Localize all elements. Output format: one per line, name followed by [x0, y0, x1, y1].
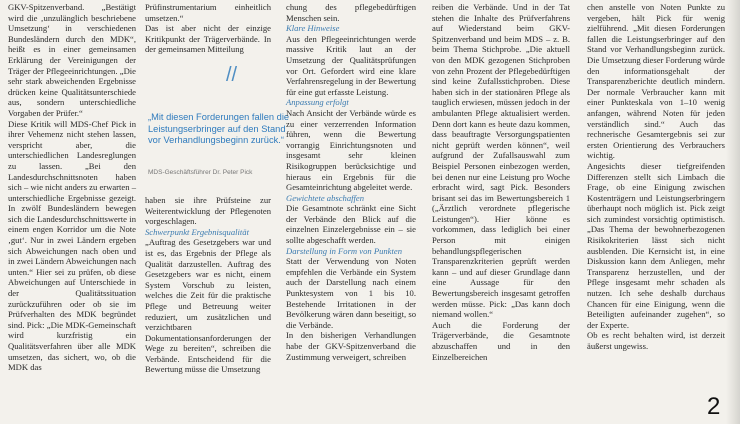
column-4-paragraph-1: reiben die Verbände. Und in der Tat stehen die Inhalte des Prüfverfahrens auf Wiederstand beim GKV-Spitzenverband und beim MDS – z. B. beim Thema Stichprobe. „Die aktuell von den MDK gezogenen Stichproben von zehn Prozent der Pflegebedürftigen sind keine Zufallsstichproben. Diese haben sich in der stationären Pflege als tauglich erwiesen, müssen jedoch in der ambulanten Pflege aktualisiert werden. Denn dort kann es heute dazu kommen, dass beauftragte Versorgungspatienten nicht geprüft werden können“, weil aufgrund der Zufallsauswahl zum Beispiel Personen einbezogen werden, bei denen nur eine Leistung pro Woche erbracht wird, sagt Pick. Besonders brisant sei das im Bewertungsbereich 1 („Ärztlich verordnete pflegerische Leistungen“). Hier könne es vorkommen, dass lediglich bei einer Person mit einigen behandlungspflegerischen Transparenzkriterien geprüft werden kann – und auf dieser Grundlage dann eine Aussage für den Bewertungsbereich insgesamt getroffen werden müsse. Pick: „Das kann doch niemand wollen.“ [432, 2, 570, 320]
column-3-paragraph-1: chung des pflegebedürftigen Menschen sein. [286, 2, 416, 23]
column-2-paragraph-1: Prüfinstrumentarium einheitlich umsetzen.“ [145, 2, 271, 23]
column-2-subheading-1: Schwerpunkt Ergebnisqualität [145, 226, 249, 237]
column-1-paragraph-1: GKV-Spitzenverband. „Bestätigt wird die ‚unzulänglich beschriebene Umsetzung‘ in verschiedenen Bundesländern durch den MDK“, heißt es in einer gemeinsamen Erklärung der Vereinigungen der Träger der Pflegeeinrichtungen. „Die sehr stark abweichenden Ergebnisse drücken keine Qualitätsunterschiede aus, sondern unterschiedliche Vorgaben der Prüfer.“ [8, 2, 136, 118]
article-column-1 [8, 2, 136, 373]
column-3-paragraph-6: In den bisherigen Verhandlungen habe der GKV-Spitzenverband die Zustimmung verweigert, schreiben [286, 330, 416, 362]
column-2-paragraph-2: Das ist aber nicht der einzige Kritikpunkt der Trägerverbände. In der gemeinsamen Mitteilung [145, 23, 271, 55]
column-3-subheading-4: Darstellung in Form von Punkten [286, 245, 402, 256]
pull-quote-text: „Mit diesen Forderungen fallen die Leistungserbringer auf den Stand vor Verhandlungsbeginn zurück.“ [148, 112, 290, 145]
article-column-3 [286, 2, 416, 362]
pull-quote [142, 64, 294, 196]
column-3-paragraph-3: Nach Ansicht der Verbände würde es zu einer verzerrenden Information führen, wenn die Bewertung vorrangig Einrichtungsnoten und insgesamt sehr kleinen Risikogruppen berücksichtige und hieraus ein Ergebnis für die Gesamteinrichtung abgeleitet werde. [286, 107, 416, 193]
page-edge-shadow [726, 0, 740, 424]
column-3-subheading-3: Gewichtete abschaffen [286, 192, 365, 203]
column-5-paragraph-1: chen anstelle von Noten Punkte zu vergeben, hält Pick für wenig zielführend. „Mit diesen Forderungen fallen die Leistungserbringer auf den Stand vor Verhandlungsbeginn zurück. Die Umsetzung dieser Forderung würde den informationsgehalt der Transparenzberichte deutlich mindern. Der normale Verbraucher kann mit einer Punkteskala von 1–10 wenig anfangen, während Noten für jeden verständlich sind.“ Auch das rechnerische Gesamtergebnis sei zur ersten Orientierung des Verbrauchers wichtig. [587, 2, 725, 161]
pull-quote-author: MDS-Geschäftsführer Dr. Peter Pick [148, 169, 253, 176]
column-3-subheading-2: Anpassung erfolgt [286, 97, 349, 108]
page-number: 2 [707, 393, 721, 420]
column-3-paragraph-2: Aus den Pflegeeinrichtungen werde massive Kritik laut an der Umsetzung der Qualitätsprüfungen vor Ort. Gefordert wird eine klare Verfahrensregelung in der Bewertung für eine gut erfasste Leistung. [286, 33, 416, 97]
column-5-paragraph-2: Angesichts dieser tiefgreifenden Differenzen stellt sich Limbach die Frage, ob eine Einigung zwischen Kostenträgern und Leistungserbringern überhaupt noch möglich ist. Pick zeigt sich zumindest vorsichtig optimistisch. „Das Thema der bewohnerbezogenen Risikokriterien lässt sich nicht ausblenden. Die Kernsicht ist, in eine Diskussion kann dem Anliegen, mehr Transparenz herzustellen, und der Pflege insgesamt mehr schaden als nutzen. Ich sehe deshalb durchaus Chancen für eine Einigung, wenn die Beteiligten aufeinander zugehen“, so der Experte. [587, 160, 725, 330]
column-5-paragraph-3: Ob es recht behalten wird, ist derzeit äußerst ungewiss. [587, 330, 725, 351]
column-2-paragraph-4: „Auftrag des Gesetzgebers war und ist es, das Ergebnis der Pflege als Qualität darzustellen. Auftrag des Gesetzgebers war es nicht, einem System Vorschub zu leisten, welches die Zeit für die praktische Pflege und Betreuung weiter reduziert, um zusätzlichen und verzichtbaren Dokumentationsanforderungen der Wege zu bereiten“, schreiben die Verbände. Entscheidend für die Bewertung müsse die Umsetzung [145, 237, 271, 375]
column-3-paragraph-4: Die Gesamtnote schränkt eine Sicht der Verbände den Blick auf die einzelnen Einzelergebnisse ein – sie sollte abgeschafft werden. [286, 203, 416, 246]
column-1-paragraph-2: Diese Kritik will MDS-Chef Pick in ihrer Vehemenz nicht stehen lassen, verspricht aber, die unterschiedlichen Landesreglungen zu lassen. „Bei den Landesdurchschnittsnoten haben sich – wie nicht anders zu erwarten – unterschiedliche Ergebnisse gezeigt. In zwölf Bundesländern bewegen sich die Landesdurchschnittswerte in einem engen Korridor um die Note ‚gut‘. Nur in zwei Ländern ergeben sich Abweichungen nach oben und in zwei Ländern Abweichungen nach unten.“ Hier sei zu prüfen, ob diese Abweichungen auf Unterschiede in der Qualitätssituation zurückzuführen oder ob sie im Prüfverhalten des MDK begründet sind. Pick: „Die MDK-Gemeinschaft wird kurzfristig ein Qualitätsverfahren über alle MDK umsetzen, das sichert, wo, ob die MDK das [8, 118, 136, 373]
column-4-paragraph-2: Auch die Forderung der Trägerverbände, die Gesamtnote abzuschaffen und in den Einzelbereichen [432, 319, 570, 362]
article-column-5 [587, 2, 725, 352]
column-2-paragraph-3: haben sie ihre Prüfsteine zur Weiterentwicklung der Pflegenoten vorgeschlagen. [145, 194, 271, 227]
column-3-subheading-1: Klare Hinweise [286, 23, 340, 34]
quote-divider-icon: // [226, 64, 238, 86]
column-3-paragraph-5: Statt der Verwendung von Noten empfehlen die Verbände ein System auch der Darstellung nach einem Punktesystem von 1 bis 10. Bestehende Irritationen in der Bevölkerung wären dann beseitigt, so die Verbände. [286, 256, 416, 330]
article-column-4 [432, 2, 570, 362]
